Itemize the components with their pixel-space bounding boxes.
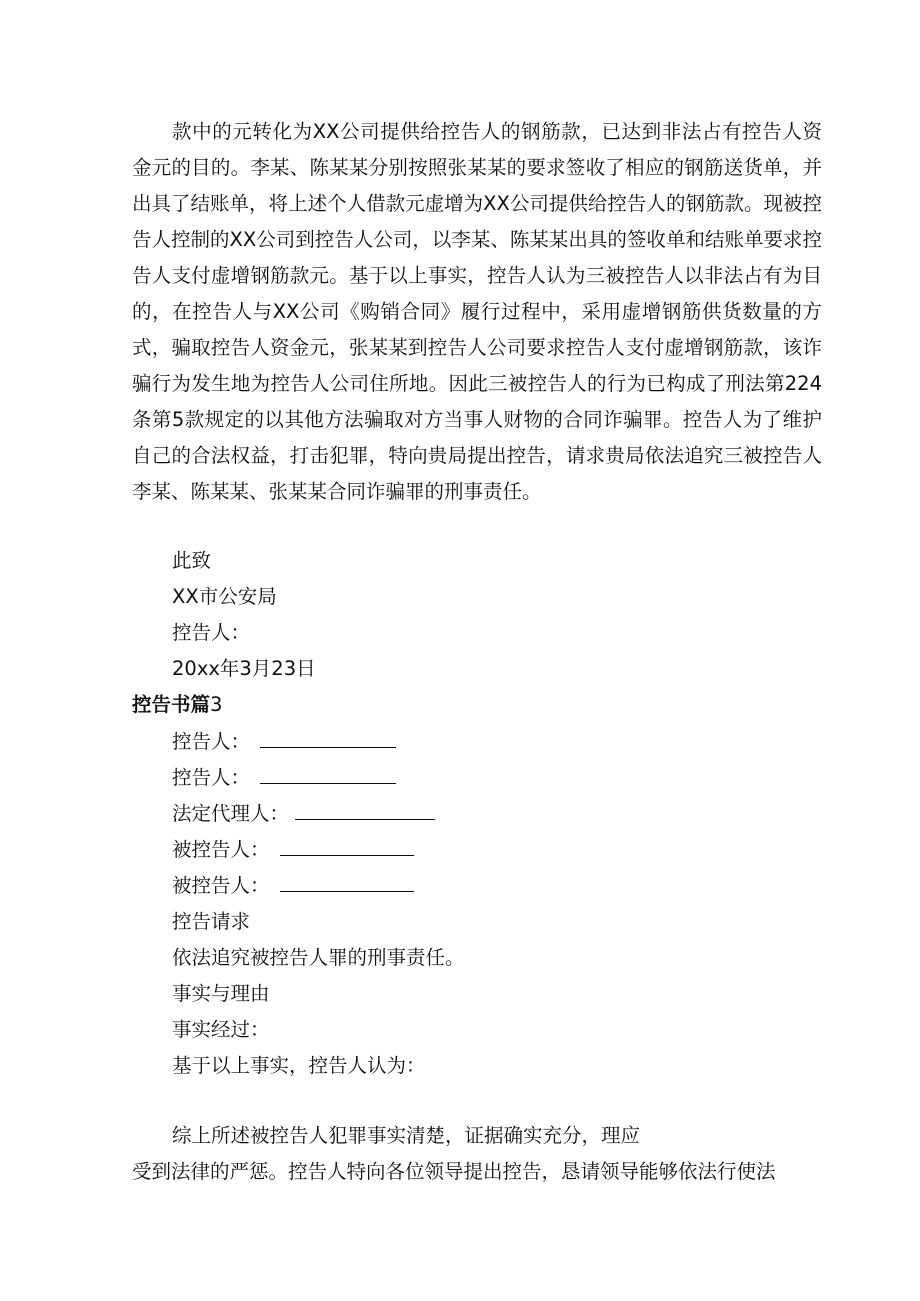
blank-underline [260,725,396,748]
recipient-line: XX市公安局 [172,585,277,608]
request-heading: 控告请求 [172,910,251,933]
request-text: 依法追究被控告人罪的刑事责任。 [172,946,465,969]
blank-underline [280,833,414,856]
section-heading [132,687,222,723]
section-number: 3 [210,693,223,716]
field-label: 控告人： [172,766,251,789]
field-label: 控告人： [172,730,251,753]
field-respondent-2 [172,868,414,904]
signer-label: 控告人： [172,621,251,644]
field-legal-representative [172,796,435,832]
closing-salutation: 此致 [172,549,212,572]
field-complainant-2 [172,760,396,796]
section-title: 控告书篇 [132,693,211,716]
conclusion-line-1: 综上所述被控告人犯罪事实清楚，证据确实充分，理应 [172,1124,641,1147]
field-label: 被控告人： [172,874,270,897]
basis-label: 基于以上事实，控告人认为： [172,1054,426,1077]
conclusion-line-2: 受到法律的严惩。控告人特向各位领导提出控告，恳请领导能够依法行使法 [132,1160,776,1183]
field-label: 法定代理人： [172,802,290,825]
blank-underline [295,797,435,820]
facts-heading: 事实与理由 [172,982,270,1005]
blank-underline [280,869,414,892]
blank-underline [260,761,396,784]
field-respondent-1 [172,832,414,868]
field-label: 被控告人： [172,838,270,861]
facts-label: 事实经过： [172,1018,270,1041]
field-complainant-1 [172,724,396,760]
date-line: 20xx年3月23日 [172,657,316,680]
body-paragraph: 款中的元转化为XX公司提供给控告人的钢筋款，已达到非法占有控告人资金元的目的。李某、陈某某分别按照张某某的要求签收了相应的钢筋送货单，并出具了结账单，将上述个人借款元虚增为XX公司提供给控告人的钢筋款。现被控告人控制的XX公司到控告人公司，以李某、陈某某出具的签收单和结账单要求控告人支付虚增钢筋款元。基于以上事实，控告人认为三被控告人以非法占有为目的，在控告人与XX公司《购销合同》履行过程中，采用虚增钢筋供货数量的方式，骗取控告人资金元，张某某到控告人公司要求控告人支付虚增钢筋款，该诈骗行为发生地为控告人公司住所地。因此三被控告人的行为已构成了刑法第224条第5款规定的以其他方法骗取对方当事人财物的合同诈骗罪。控告人为了维护自己的合法权益，打击犯罪，特向贵局提出控告，请求贵局依法追究三被控告人李某、陈某某、张某某合同诈骗罪的刑事责任。 [132,120,822,503]
